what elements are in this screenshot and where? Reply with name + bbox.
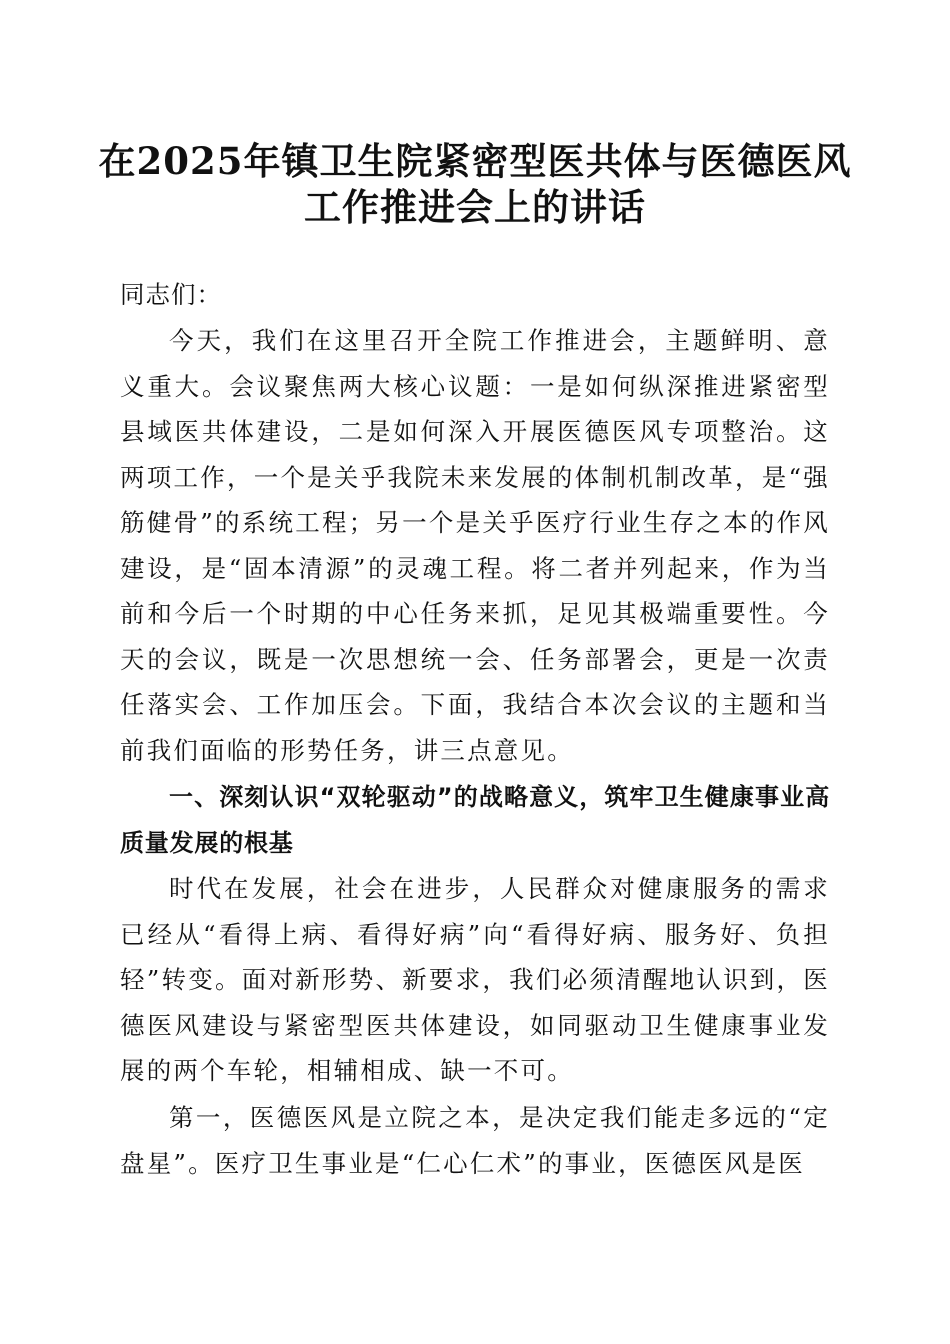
paragraph-section-1-intro: 时代在发展，社会在进步，人民群众对健康服务的需求已经从“看得上病、看得好病”向“看得好病、服务好、负担轻”转变。面对新形势、新要求，我们必须清醒地认识到，医德医风建设与紧密型医共体建设，如同驱动卫生健康事业发展的两个车轮，相辅相成、缺一不可。: [120, 874, 830, 1085]
section-heading-1: 一、深刻认识“双轮驱动”的战略意义，筑牢卫生健康事业高质量发展的根基: [120, 783, 830, 857]
document-title-line-1: 在2025年镇卫生院紧密型医共体与医德医风: [98, 139, 852, 183]
salutation: 同志们：: [120, 280, 222, 309]
paragraph-introduction: 今天，我们在这里召开全院工作推进会，主题鲜明、意义重大。会议聚焦两大核心议题：一是如何纵深推进紧密型县域医共体建设，二是如何深入开展医德医风专项整治。这两项工作，一个是关乎我院未来发展的体制机制改革，是“强筋健骨”的系统工程；另一个是关乎医疗行业生存之本的作风建设，是“固本清源”的灵魂工程。将二者并列起来，作为当前和今后一个时期的中心任务来抓，足见其极端重要性。今天的会议，既是一次思想统一会、任务部署会，更是一次责任落实会、工作加压会。下面，我结合本次会议的主题和当前我们面临的形势任务，讲三点意见。: [120, 326, 830, 765]
paragraph-first-point: 第一，医德医风是立院之本，是决定我们能走多远的“定盘星”。医疗卫生事业是“仁心仁术”的事业，医德医风是医: [120, 1103, 830, 1178]
document-title-line-2: 工作推进会上的讲话: [304, 185, 646, 229]
